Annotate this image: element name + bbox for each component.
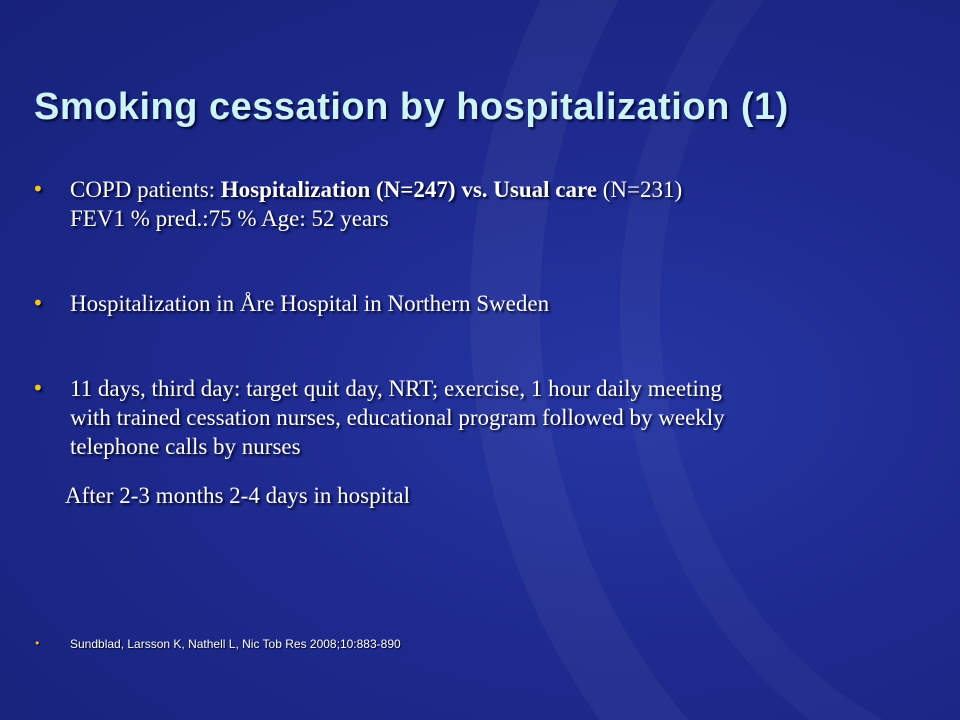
bullet-program-details: [32, 374, 912, 461]
bullet-dot-icon: •: [34, 637, 41, 650]
slide-title: Smoking cessation by hospitalization (1): [34, 86, 789, 128]
bullet-dot-icon: •: [32, 177, 44, 201]
bullet-line: with trained cessation nurses, educational program followed by weekly: [70, 405, 725, 430]
bullet-line: telephone calls by nurses: [70, 434, 301, 459]
bullet-text: [70, 374, 912, 461]
bullet-copd-patients: [32, 175, 912, 233]
bullet-hospitalization-location: [32, 289, 912, 318]
bullet-line: FEV1 % pred.:75 % Age: 52 years: [70, 206, 389, 231]
follow-up-note: After 2-3 months 2-4 days in hospital: [65, 483, 410, 508]
text-run: COPD patients:: [70, 177, 221, 202]
bullet-dot-icon: •: [32, 376, 44, 400]
text-run-bold: Hospitalization (N=247) vs. Usual care: [220, 177, 597, 202]
bullet-text: Hospitalization in Åre Hospital in Northern Sweden: [70, 291, 550, 316]
bullet-line: 11 days, third day: target quit day, NRT; exercise, 1 hour daily meeting: [70, 376, 722, 401]
bullet-dot-icon: •: [32, 291, 44, 315]
reference-text: Sundblad, Larsson K, Nathell L, Nic Tob Res 2008;10:883-890: [70, 637, 401, 651]
bullet-text: [70, 175, 912, 233]
text-run: (N=231): [596, 177, 683, 202]
bullet-line: [70, 177, 682, 202]
reference-citation: [34, 636, 401, 652]
